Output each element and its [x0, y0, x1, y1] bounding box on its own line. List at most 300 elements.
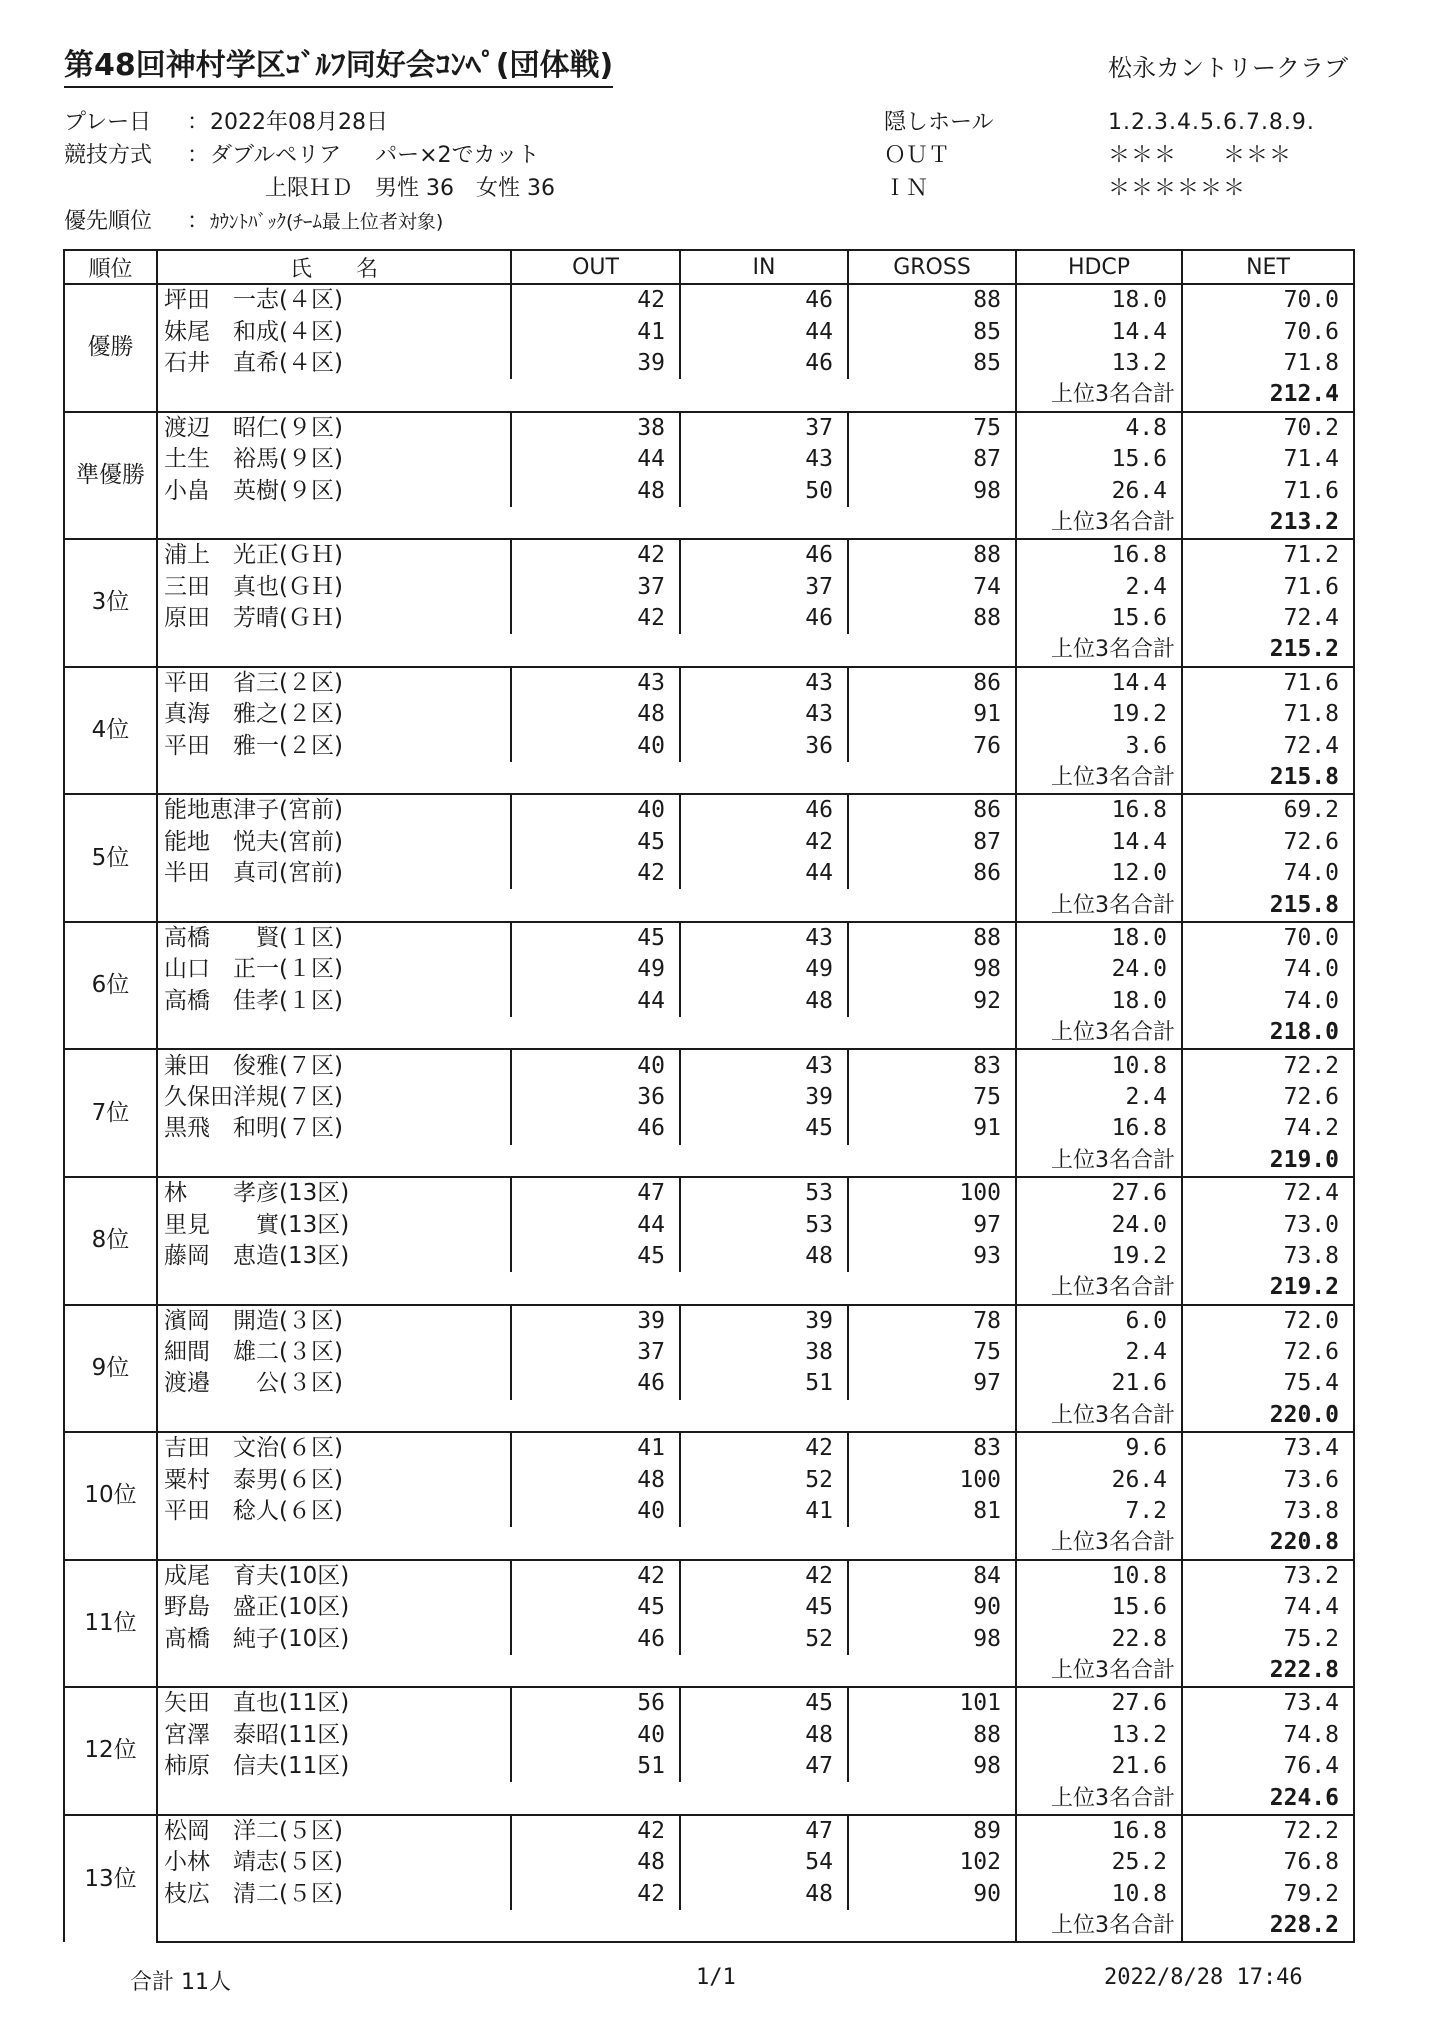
player-out: 42 — [511, 1879, 680, 1910]
player-name: 矢田 直也(11区) — [157, 1687, 511, 1719]
player-out: 36 — [511, 1082, 680, 1113]
hidden-holes-label: 隠しホール — [884, 110, 994, 135]
player-in: 43 — [680, 1049, 848, 1081]
total-spacer — [157, 634, 1016, 666]
player-net: 72.4 — [1182, 603, 1354, 634]
table-header-row — [64, 250, 1354, 284]
player-net: 74.0 — [1182, 858, 1354, 889]
player-name: 枝広 清二(５区) — [157, 1879, 511, 1910]
results-body — [64, 284, 1354, 1942]
player-name: 小畠 英樹(９区) — [157, 475, 511, 506]
player-in: 43 — [680, 922, 848, 954]
player-gross: 97 — [848, 1209, 1016, 1240]
format-value: ダブルペリア — [210, 143, 342, 168]
player-name: 野島 盛正(10区) — [157, 1592, 511, 1623]
total-spacer — [157, 1017, 1016, 1049]
player-out: 39 — [511, 348, 680, 379]
player-name: 半田 真司(宮前) — [157, 858, 511, 889]
play-date-value: 2022年08月28日 — [210, 110, 388, 135]
player-hdcp: 3.6 — [1016, 730, 1182, 761]
player-name: 原田 芳晴(ＧＨ) — [157, 603, 511, 634]
player-net: 72.6 — [1182, 1337, 1354, 1368]
player-hdcp: 16.8 — [1016, 539, 1182, 571]
player-name: 柿原 信夫(11区) — [157, 1751, 511, 1782]
hidden-out-row — [884, 139, 1315, 172]
player-out: 49 — [511, 954, 680, 985]
player-hdcp: 21.6 — [1016, 1368, 1182, 1399]
player-row — [64, 827, 1354, 858]
player-name: 土生 裕馬(９区) — [157, 444, 511, 475]
player-gross: 90 — [848, 1879, 1016, 1910]
player-row — [64, 986, 1354, 1017]
team-total-value: 212.4 — [1182, 379, 1354, 411]
player-out: 40 — [511, 1496, 680, 1527]
team-total-label: 上位3名合計 — [1016, 507, 1182, 539]
player-net: 74.8 — [1182, 1720, 1354, 1751]
player-out: 46 — [511, 1113, 680, 1144]
player-net: 73.0 — [1182, 1209, 1354, 1240]
team-total-label: 上位3名合計 — [1016, 1400, 1182, 1432]
player-row — [64, 1879, 1354, 1910]
team-rank: 8位 — [64, 1177, 157, 1305]
player-hdcp: 27.6 — [1016, 1177, 1182, 1209]
team-total-label: 上位3名合計 — [1016, 762, 1182, 794]
player-net: 73.8 — [1182, 1496, 1354, 1527]
player-hdcp: 12.0 — [1016, 858, 1182, 889]
player-out: 41 — [511, 316, 680, 347]
player-name: 成尾 育夫(10区) — [157, 1560, 511, 1592]
player-gross: 100 — [848, 1177, 1016, 1209]
player-row — [64, 794, 1354, 826]
player-row — [64, 316, 1354, 347]
player-row — [64, 1337, 1354, 1368]
player-gross: 89 — [848, 1815, 1016, 1847]
player-hdcp: 26.4 — [1016, 1464, 1182, 1495]
player-hdcp: 13.2 — [1016, 1720, 1182, 1751]
player-in: 48 — [680, 1879, 848, 1910]
team-total-row — [64, 1655, 1354, 1687]
player-gross: 91 — [848, 1113, 1016, 1144]
team-total-value: 219.0 — [1182, 1145, 1354, 1177]
separator: ： — [186, 110, 209, 135]
player-in: 47 — [680, 1751, 848, 1782]
player-row — [64, 284, 1354, 316]
team-total-row — [64, 1272, 1354, 1304]
player-out: 38 — [511, 412, 680, 444]
team-total-value: 218.0 — [1182, 1017, 1354, 1049]
player-hdcp: 24.0 — [1016, 1209, 1182, 1240]
player-gross: 85 — [848, 348, 1016, 379]
player-out: 48 — [511, 699, 680, 730]
player-name: 坪田 一志(４区) — [157, 284, 511, 316]
player-hdcp: 18.0 — [1016, 284, 1182, 316]
player-in: 52 — [680, 1464, 848, 1495]
player-row — [64, 1560, 1354, 1592]
player-net: 70.0 — [1182, 284, 1354, 316]
player-gross: 98 — [848, 1751, 1016, 1782]
player-name: 吉田 文治(６区) — [157, 1432, 511, 1464]
player-hdcp: 10.8 — [1016, 1560, 1182, 1592]
play-date-label: プレー日 — [64, 110, 152, 135]
player-out: 42 — [511, 284, 680, 316]
player-net: 79.2 — [1182, 1879, 1354, 1910]
player-in: 45 — [680, 1592, 848, 1623]
total-spacer — [157, 1910, 1016, 1942]
team-total-row — [64, 1017, 1354, 1049]
player-in: 51 — [680, 1368, 848, 1399]
player-name: 平田 雅一(２区) — [157, 730, 511, 761]
player-out: 45 — [511, 1592, 680, 1623]
team-total-value: 215.8 — [1182, 762, 1354, 794]
player-in: 45 — [680, 1113, 848, 1144]
player-hdcp: 14.4 — [1016, 316, 1182, 347]
player-net: 72.2 — [1182, 1049, 1354, 1081]
player-out: 40 — [511, 730, 680, 761]
player-in: 47 — [680, 1815, 848, 1847]
player-hdcp: 2.4 — [1016, 1082, 1182, 1113]
team-total-row — [64, 1400, 1354, 1432]
player-row — [64, 922, 1354, 954]
total-spacer — [157, 889, 1016, 921]
player-row — [64, 1496, 1354, 1527]
player-name: 渡辺 昭仁(９区) — [157, 412, 511, 444]
player-net: 73.4 — [1182, 1432, 1354, 1464]
hidden-holes-list: 1.2.3.4.5.6.7.8.9. — [1108, 110, 1315, 135]
header-name: 氏 名 — [157, 250, 511, 284]
player-hdcp: 13.2 — [1016, 348, 1182, 379]
team-total-value: 228.2 — [1182, 1910, 1354, 1942]
player-name: 浦上 光正(ＧＨ) — [157, 539, 511, 571]
player-name: 林 孝彦(13区) — [157, 1177, 511, 1209]
total-spacer — [157, 1782, 1016, 1814]
player-in: 46 — [680, 348, 848, 379]
player-hdcp: 7.2 — [1016, 1496, 1182, 1527]
player-name: 妹尾 和成(４区) — [157, 316, 511, 347]
player-row — [64, 475, 1354, 506]
player-hdcp: 14.4 — [1016, 827, 1182, 858]
player-row — [64, 1847, 1354, 1878]
player-in: 42 — [680, 827, 848, 858]
player-gross: 88 — [848, 603, 1016, 634]
player-gross: 88 — [848, 539, 1016, 571]
priority-value: ｶｳﾝﾄﾊﾞｯｸ(ﾁｰﾑ最上位者対象) — [210, 211, 444, 233]
player-out: 37 — [511, 1337, 680, 1368]
player-row — [64, 1177, 1354, 1209]
player-row — [64, 1082, 1354, 1113]
player-name: 兼田 俊雅(７区) — [157, 1049, 511, 1081]
format-label: 競技方式 — [64, 143, 153, 168]
player-out: 46 — [511, 1623, 680, 1654]
team-total-row — [64, 1910, 1354, 1942]
player-row — [64, 1432, 1354, 1464]
player-net: 71.6 — [1182, 475, 1354, 506]
player-name: 藤岡 恵造(13区) — [157, 1241, 511, 1272]
player-row — [64, 1049, 1354, 1081]
player-name: 細間 雄二(３区) — [157, 1337, 511, 1368]
player-name: 高橋 賢(１区) — [157, 922, 511, 954]
player-net: 72.4 — [1182, 1177, 1354, 1209]
team-rank: 13位 — [64, 1815, 157, 1943]
player-name: 石井 直希(４区) — [157, 348, 511, 379]
player-gross: 83 — [848, 1432, 1016, 1464]
player-gross: 75 — [848, 412, 1016, 444]
player-gross: 86 — [848, 858, 1016, 889]
player-out: 40 — [511, 1720, 680, 1751]
player-net: 71.8 — [1182, 699, 1354, 730]
separator: ： — [186, 143, 209, 168]
player-gross: 78 — [848, 1305, 1016, 1337]
player-hdcp: 16.8 — [1016, 794, 1182, 826]
player-hdcp: 16.8 — [1016, 1815, 1182, 1847]
player-hdcp: 6.0 — [1016, 1305, 1182, 1337]
team-total-label: 上位3名合計 — [1016, 1655, 1182, 1687]
player-hdcp: 9.6 — [1016, 1432, 1182, 1464]
player-gross: 90 — [848, 1592, 1016, 1623]
player-in: 43 — [680, 667, 848, 699]
player-hdcp: 2.4 — [1016, 572, 1182, 603]
team-total-value: 219.2 — [1182, 1272, 1354, 1304]
player-name: 三田 真也(ＧＨ) — [157, 572, 511, 603]
player-in: 41 — [680, 1496, 848, 1527]
player-out: 47 — [511, 1177, 680, 1209]
player-out: 39 — [511, 1305, 680, 1337]
team-total-row — [64, 889, 1354, 921]
player-gross: 74 — [848, 572, 1016, 603]
total-spacer — [157, 1655, 1016, 1687]
player-name: 山口 正一(１区) — [157, 954, 511, 985]
player-gross: 91 — [848, 699, 1016, 730]
player-in: 36 — [680, 730, 848, 761]
player-name: 濱岡 開造(３区) — [157, 1305, 511, 1337]
player-in: 46 — [680, 284, 848, 316]
player-row — [64, 1209, 1354, 1240]
player-row — [64, 444, 1354, 475]
player-name: 高橋 佳孝(１区) — [157, 986, 511, 1017]
player-out: 48 — [511, 475, 680, 506]
format-extra: パー×2でカット — [375, 143, 540, 168]
player-in: 42 — [680, 1560, 848, 1592]
player-net: 71.2 — [1182, 539, 1354, 571]
player-net: 74.0 — [1182, 954, 1354, 985]
player-row — [64, 1623, 1354, 1654]
player-gross: 84 — [848, 1560, 1016, 1592]
player-net: 72.2 — [1182, 1815, 1354, 1847]
player-in: 46 — [680, 603, 848, 634]
player-net: 70.2 — [1182, 412, 1354, 444]
player-row — [64, 603, 1354, 634]
player-gross: 100 — [848, 1464, 1016, 1495]
player-net: 71.6 — [1182, 572, 1354, 603]
player-row — [64, 1815, 1354, 1847]
player-hdcp: 25.2 — [1016, 1847, 1182, 1878]
priority-row — [64, 205, 555, 238]
team-rank: 5位 — [64, 794, 157, 922]
player-net: 72.4 — [1182, 730, 1354, 761]
total-spacer — [157, 1527, 1016, 1559]
player-in: 43 — [680, 699, 848, 730]
player-hdcp: 4.8 — [1016, 412, 1182, 444]
player-net: 70.0 — [1182, 922, 1354, 954]
player-name: 久保田洋規(７区) — [157, 1082, 511, 1113]
player-gross: 88 — [848, 922, 1016, 954]
total-spacer — [157, 762, 1016, 794]
player-in: 38 — [680, 1337, 848, 1368]
total-spacer — [157, 1400, 1016, 1432]
team-total-label: 上位3名合計 — [1016, 1910, 1182, 1942]
player-gross: 75 — [848, 1082, 1016, 1113]
player-gross: 86 — [848, 667, 1016, 699]
team-rank: 3位 — [64, 539, 157, 667]
team-total-row — [64, 379, 1354, 411]
total-spacer — [157, 1272, 1016, 1304]
player-row — [64, 1113, 1354, 1144]
player-row — [64, 572, 1354, 603]
player-in: 44 — [680, 316, 848, 347]
player-gross: 98 — [848, 475, 1016, 506]
player-net: 71.4 — [1182, 444, 1354, 475]
player-in: 53 — [680, 1177, 848, 1209]
page-number: 1/1 — [696, 1965, 736, 1990]
player-in: 54 — [680, 1847, 848, 1878]
player-in: 46 — [680, 794, 848, 826]
player-out: 37 — [511, 572, 680, 603]
player-name: 粟村 泰男(６区) — [157, 1464, 511, 1495]
team-total-label: 上位3名合計 — [1016, 889, 1182, 921]
player-gross: 92 — [848, 986, 1016, 1017]
player-name: 里見 實(13区) — [157, 1209, 511, 1240]
team-total-value: 215.2 — [1182, 634, 1354, 666]
player-row — [64, 1751, 1354, 1782]
team-rank: 7位 — [64, 1049, 157, 1177]
header-in: IN — [680, 250, 848, 284]
player-hdcp: 15.6 — [1016, 444, 1182, 475]
team-rank: 12位 — [64, 1687, 157, 1815]
play-date-row — [64, 106, 555, 139]
player-name: 黒飛 和明(７区) — [157, 1113, 511, 1144]
hidden-holes-row — [884, 106, 1315, 139]
player-net: 75.4 — [1182, 1368, 1354, 1399]
team-total-row — [64, 1145, 1354, 1177]
player-row — [64, 699, 1354, 730]
player-gross: 88 — [848, 284, 1016, 316]
competition-info — [64, 106, 555, 238]
player-row — [64, 412, 1354, 444]
player-row — [64, 1464, 1354, 1495]
player-row — [64, 1720, 1354, 1751]
player-count: 合計 11人 — [130, 1970, 231, 1995]
player-gross: 83 — [848, 1049, 1016, 1081]
player-gross: 88 — [848, 1720, 1016, 1751]
handicap-limit-row — [64, 172, 555, 205]
team-total-value: 213.2 — [1182, 507, 1354, 539]
player-out: 44 — [511, 1209, 680, 1240]
player-net: 73.6 — [1182, 1464, 1354, 1495]
player-out: 48 — [511, 1464, 680, 1495]
player-gross: 85 — [848, 316, 1016, 347]
player-name: 松岡 洋二(５区) — [157, 1815, 511, 1847]
player-name: 平田 稔人(６区) — [157, 1496, 511, 1527]
player-name: 能地 悦夫(宮前) — [157, 827, 511, 858]
player-in: 39 — [680, 1305, 848, 1337]
player-net: 72.6 — [1182, 827, 1354, 858]
player-out: 42 — [511, 603, 680, 634]
hidden-out-marks: ＊＊＊ ＊＊＊ — [1108, 143, 1293, 168]
player-gross: 98 — [848, 954, 1016, 985]
team-rank: 4位 — [64, 667, 157, 795]
team-total-label: 上位3名合計 — [1016, 1782, 1182, 1814]
player-out: 45 — [511, 1241, 680, 1272]
team-total-label: 上位3名合計 — [1016, 1527, 1182, 1559]
player-in: 53 — [680, 1209, 848, 1240]
player-gross: 102 — [848, 1847, 1016, 1878]
player-row — [64, 1241, 1354, 1272]
team-total-row — [64, 634, 1354, 666]
player-hdcp: 10.8 — [1016, 1049, 1182, 1081]
team-total-label: 上位3名合計 — [1016, 379, 1182, 411]
player-net: 73.4 — [1182, 1687, 1354, 1719]
player-row — [64, 539, 1354, 571]
player-name: 小林 靖志(５区) — [157, 1847, 511, 1878]
total-spacer — [157, 379, 1016, 411]
player-hdcp: 18.0 — [1016, 922, 1182, 954]
player-hdcp: 2.4 — [1016, 1337, 1182, 1368]
player-in: 48 — [680, 1241, 848, 1272]
player-row — [64, 667, 1354, 699]
player-out: 42 — [511, 539, 680, 571]
player-out: 43 — [511, 667, 680, 699]
player-out: 45 — [511, 922, 680, 954]
player-name: 平田 省三(２区) — [157, 667, 511, 699]
player-gross: 98 — [848, 1623, 1016, 1654]
team-total-label: 上位3名合計 — [1016, 634, 1182, 666]
player-net: 76.4 — [1182, 1751, 1354, 1782]
player-out: 48 — [511, 1847, 680, 1878]
player-gross: 101 — [848, 1687, 1016, 1719]
player-in: 42 — [680, 1432, 848, 1464]
player-in: 52 — [680, 1623, 848, 1654]
player-out: 41 — [511, 1432, 680, 1464]
header-net: NET — [1182, 250, 1354, 284]
hidden-in-marks: ＊＊＊＊＊＊ — [1108, 176, 1247, 201]
team-rank: 6位 — [64, 922, 157, 1050]
header-hdcp: HDCP — [1016, 250, 1182, 284]
team-rank: 9位 — [64, 1305, 157, 1433]
team-total-label: 上位3名合計 — [1016, 1017, 1182, 1049]
player-out: 40 — [511, 1049, 680, 1081]
header-out: OUT — [511, 250, 680, 284]
player-name: 宮澤 泰昭(11区) — [157, 1720, 511, 1751]
team-total-value: 220.8 — [1182, 1527, 1354, 1559]
player-gross: 81 — [848, 1496, 1016, 1527]
team-total-row — [64, 507, 1354, 539]
player-in: 43 — [680, 444, 848, 475]
player-out: 42 — [511, 858, 680, 889]
team-total-value: 215.8 — [1182, 889, 1354, 921]
player-hdcp: 21.6 — [1016, 1751, 1182, 1782]
player-name: 真海 雅之(２区) — [157, 699, 511, 730]
player-in: 46 — [680, 539, 848, 571]
player-in: 49 — [680, 954, 848, 985]
player-row — [64, 1687, 1354, 1719]
player-hdcp: 18.0 — [1016, 986, 1182, 1017]
player-row — [64, 1305, 1354, 1337]
player-hdcp: 19.2 — [1016, 699, 1182, 730]
separator: ： — [186, 209, 209, 234]
player-in: 37 — [680, 572, 848, 603]
priority-label: 優先順位 — [64, 209, 153, 234]
player-in: 44 — [680, 858, 848, 889]
player-out: 51 — [511, 1751, 680, 1782]
